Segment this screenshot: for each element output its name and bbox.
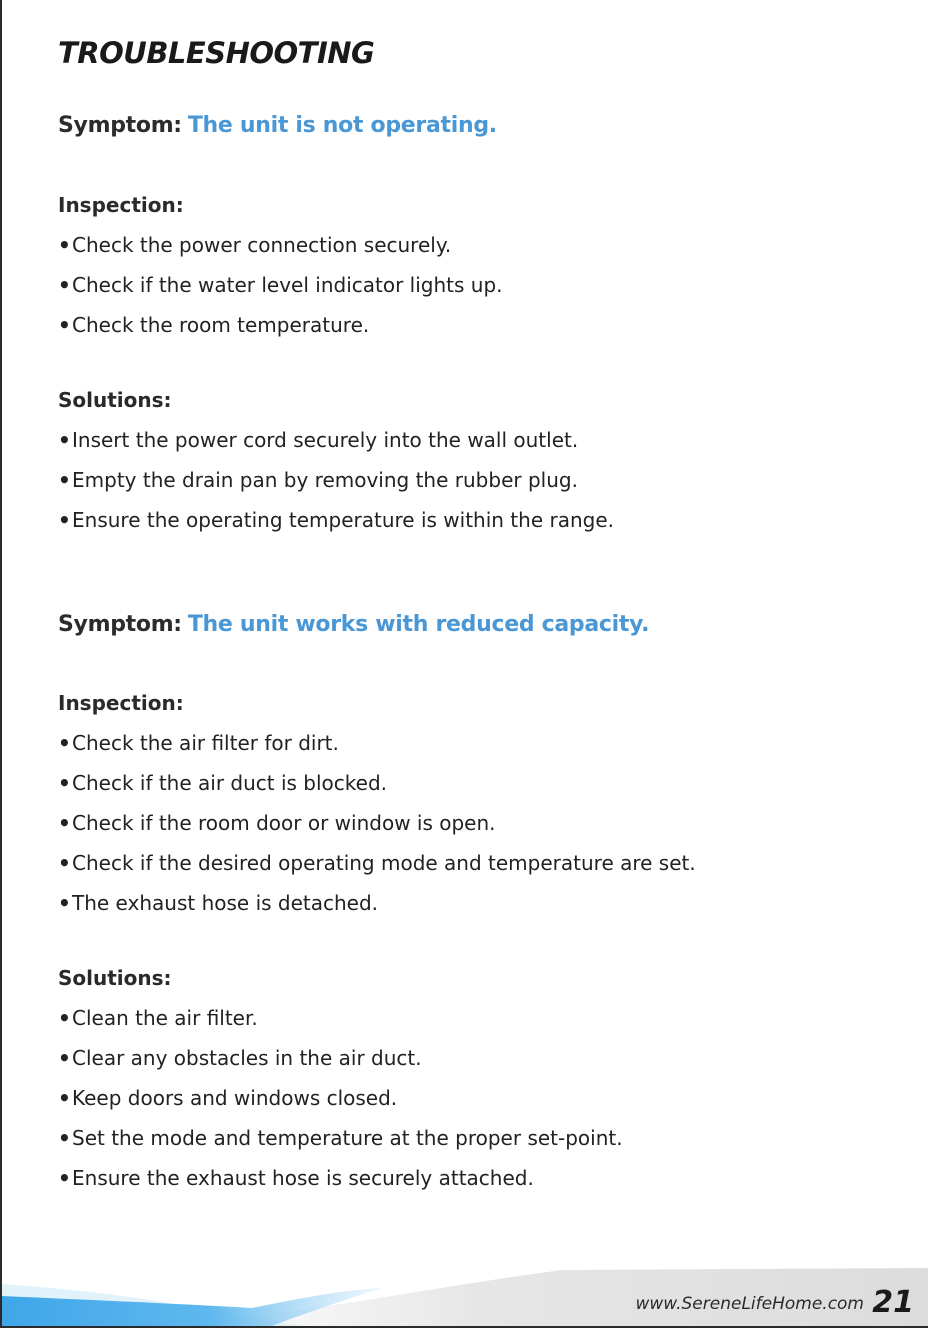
bullet-icon: •	[58, 428, 71, 452]
bullet-icon: •	[58, 273, 71, 297]
solutions-heading: Solutions:	[58, 388, 172, 412]
list-item: •Check the room temperature.	[58, 309, 503, 349]
left-border-rule	[0, 0, 2, 1328]
bullet-icon: •	[58, 891, 71, 915]
page-number: 21	[872, 1285, 914, 1320]
bullet-icon: •	[58, 1006, 71, 1030]
bullet-icon: •	[58, 1086, 71, 1110]
inspection-list	[58, 727, 696, 927]
bullet-icon: •	[58, 771, 71, 795]
list-item: •Check if the room door or window is open.	[58, 807, 696, 847]
bullet-icon: •	[58, 508, 71, 532]
list-item: •Clean the air filter.	[58, 1002, 623, 1042]
bullet-icon: •	[58, 233, 71, 257]
symptom-description: The unit works with reduced capacity.	[187, 612, 650, 637]
list-item: •Ensure the operating temperature is within the range.	[58, 504, 614, 544]
list-item: •Keep doors and windows closed.	[58, 1082, 623, 1122]
symptom-label: Symptom:	[58, 113, 182, 138]
bullet-icon: •	[58, 811, 71, 835]
list-item: •Check the power connection securely.	[58, 229, 503, 269]
list-item: •Check if the water level indicator lights up.	[58, 269, 503, 309]
list-item: •Check if the desired operating mode and temperature are set.	[58, 847, 696, 887]
page-title: TROUBLESHOOTING	[58, 36, 375, 70]
symptom-description: The unit is not operating.	[187, 113, 497, 138]
solutions-list	[58, 424, 614, 544]
bullet-icon: •	[58, 1126, 71, 1150]
bullet-icon: •	[58, 1046, 71, 1070]
symptom-heading	[58, 612, 649, 637]
bullet-icon: •	[58, 468, 71, 492]
symptom-label: Symptom:	[58, 612, 182, 637]
inspection-list	[58, 229, 503, 349]
symptom-heading	[58, 113, 497, 138]
list-item: •Ensure the exhaust hose is securely attached.	[58, 1162, 623, 1202]
list-item: •Empty the drain pan by removing the rubber plug.	[58, 464, 614, 504]
list-item: •Check the air filter for dirt.	[58, 727, 696, 767]
list-item: •Insert the power cord securely into the wall outlet.	[58, 424, 614, 464]
bullet-icon: •	[58, 851, 71, 875]
list-item: •Check if the air duct is blocked.	[58, 767, 696, 807]
list-item: •Clear any obstacles in the air duct.	[58, 1042, 623, 1082]
list-item: •Set the mode and temperature at the proper set-point.	[58, 1122, 623, 1162]
inspection-heading: Inspection:	[58, 691, 184, 715]
inspection-heading: Inspection:	[58, 193, 184, 217]
list-item: •The exhaust hose is detached.	[58, 887, 696, 927]
solutions-heading: Solutions:	[58, 966, 172, 990]
solutions-list	[58, 1002, 623, 1202]
bullet-icon: •	[58, 313, 71, 337]
bullet-icon: •	[58, 1166, 71, 1190]
bullet-icon: •	[58, 731, 71, 755]
footer-website-url: www.SereneLifeHome.com	[635, 1294, 864, 1314]
